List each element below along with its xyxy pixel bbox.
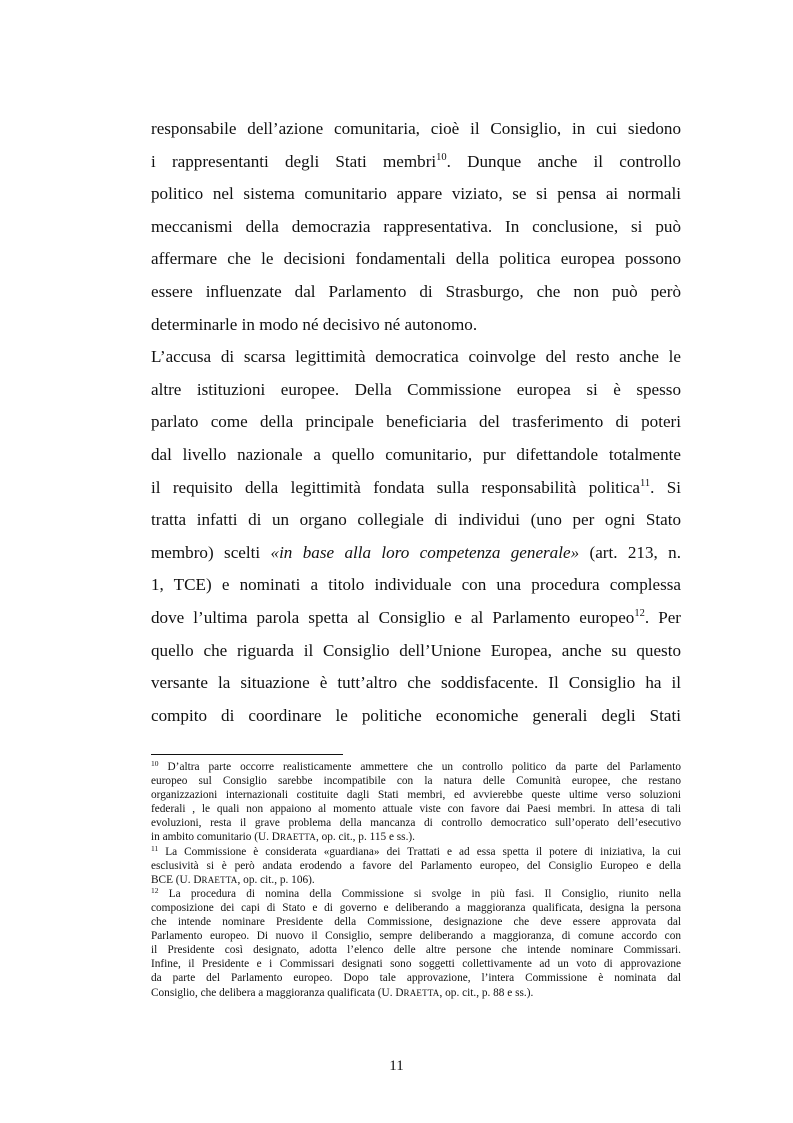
text-line [151, 146, 681, 179]
text-span: La procedura di nomina della Commissione si svolge in più fasi. Il Consiglio, riunito nella [158, 887, 681, 900]
footnote-line [151, 873, 681, 887]
small-caps: RAETTA [403, 987, 440, 998]
footnote-number-12: 12 [151, 885, 159, 895]
small-caps: RAETTA [279, 832, 316, 843]
footnote-line: evoluzioni, resta il grave problema della mancanza di controllo democratico sull’operato dell’esecutivo [151, 817, 681, 830]
body-text [151, 113, 681, 732]
footnote-line: esclusività si è però andata erodendo a favore del Parlamento europeo, del Consiglio Europeo e della [151, 859, 681, 872]
footnote-line: Infine, il Presidente e i Commissari designati sono soggetti collettivamente ad un voto di approvazione [151, 958, 681, 971]
text-span: in ambito comunitario (U. D [151, 831, 280, 844]
text-span: il requisito della legittimità fondata sulla responsabilità politica [151, 477, 640, 497]
text-line: dal livello nazionale a quello comunitario, pur difettandole totalmente [151, 444, 681, 464]
text-line: 1, TCE) e nominati a titolo individuale con una procedura complessa [151, 575, 681, 595]
text-line: meccanismi della democrazia rappresentativa. In conclusione, si può [151, 216, 681, 236]
text-span: . Si [650, 477, 681, 497]
page-number: 11 [389, 1058, 404, 1074]
footnote-line: organizzazioni internazionali costituite dagli Stati membri, ed avvierebbe queste ultime verso soluzioni [151, 789, 681, 802]
footnote-line: il Presidente così designato, adotta l’elenco delle altre persone che intende nominare Commissari. [151, 944, 681, 957]
text-span: , op. cit., p. 115 e ss.). [315, 831, 415, 844]
footnote-line: composizione dei capi di Stato e di governo e deliberando a maggioranza qualificata, designa la persona [151, 901, 681, 914]
text-span: i rappresentanti degli Stati membri [151, 151, 437, 171]
text-line: altre istituzioni europee. Della Commissione europea si è spesso [151, 379, 681, 399]
footnote-line: che intende nominare Presidente della Commissione, designazione che deve essere approvata dal [151, 916, 681, 929]
footnote-line [151, 887, 681, 901]
text-line: politico nel sistema comunitario appare viziato, se si pensa ai normali [151, 184, 681, 204]
footnote-line: da parte del Parlamento europeo. Dopo tale approvazione, l’intera Commissione è nominata dal [151, 972, 681, 985]
text-span: Consiglio, che delibera a maggioranza qualificata (U. D [151, 986, 404, 999]
text-span: (art. 213, n. [579, 542, 682, 562]
text-span: La Commissione è considerata «guardiana» dei Trattati e ad essa spetta il potere di iniziativa, la cui [158, 845, 681, 858]
text-line [151, 602, 681, 635]
text-line: parlato come della principale beneficiaria del trasferimento di poteri [151, 412, 681, 432]
text-line: responsabile dell’azione comunitaria, cioè il Consiglio, in cui siedono [151, 119, 681, 138]
text-line: quello che riguarda il Consiglio dell’Unione Europea, anche su questo [151, 640, 681, 660]
text-span: D’altra parte occorre realisticamente ammettere che un controllo politico da parte del Parlamento [158, 761, 681, 773]
footnote-line: Parlamento europeo. Di nuovo il Consiglio, sempre deliberando a maggioranza, di comune accordo con [151, 930, 681, 943]
text-line: tratta infatti di un organo collegiale di individui (uno per ogni Stato [151, 510, 681, 530]
text-span: BCE (U. D [151, 873, 202, 886]
text-span: . Per [644, 607, 681, 627]
footnote-line [151, 760, 681, 774]
footnotes [151, 760, 681, 1000]
text-span: dove l’ultima parola spetta al Consiglio e al Parlamento europeo [151, 607, 635, 627]
italic-quote: «in base alla loro competenza generale» [270, 542, 580, 562]
text-line: determinarle in modo né decisivo né autonomo. [151, 314, 478, 334]
footnote-number-10: 10 [151, 759, 159, 768]
text-line: affermare che le decisioni fondamentali della politica europea possono [151, 249, 681, 269]
footnote-line: europeo sul Consiglio sarebbe incompatibile con la natura delle Comunità europee, che restano [151, 775, 681, 788]
footnote-ref-12[interactable]: 12 [634, 607, 645, 619]
text-span: . Dunque anche il controllo [446, 151, 681, 171]
text-span: , op. cit., p. 106). [237, 873, 315, 886]
footnote-ref-11[interactable]: 11 [639, 477, 651, 489]
text-line: versante la situazione è tutt’altro che soddisfacente. Il Consiglio ha il [151, 673, 681, 693]
footnote-separator [151, 754, 343, 755]
footnote-line: federali , le quali non appaiono al momento attuale viste con favore dai Paesi membri. In attesa di tali [151, 803, 681, 816]
text-line: essere influenzate dal Parlamento di Strasburgo, che non può però [151, 281, 681, 301]
footnote-line [151, 986, 681, 1000]
text-line [151, 472, 681, 505]
text-line: compito di coordinare le politiche economiche generali degli Stati [151, 705, 681, 725]
text-line [151, 537, 681, 570]
text-line: L’accusa di scarsa legittimità democratica coinvolge del resto anche le [151, 347, 681, 367]
text-span: , op. cit., p. 88 e ss.). [439, 986, 534, 999]
footnote-number-11: 11 [151, 843, 159, 853]
footnote-ref-10[interactable]: 10 [436, 151, 447, 163]
small-caps: RAETTA [201, 874, 238, 885]
footnote-line [151, 830, 681, 844]
text-span: membro) scelti [151, 542, 271, 562]
footnote-line [151, 845, 681, 859]
